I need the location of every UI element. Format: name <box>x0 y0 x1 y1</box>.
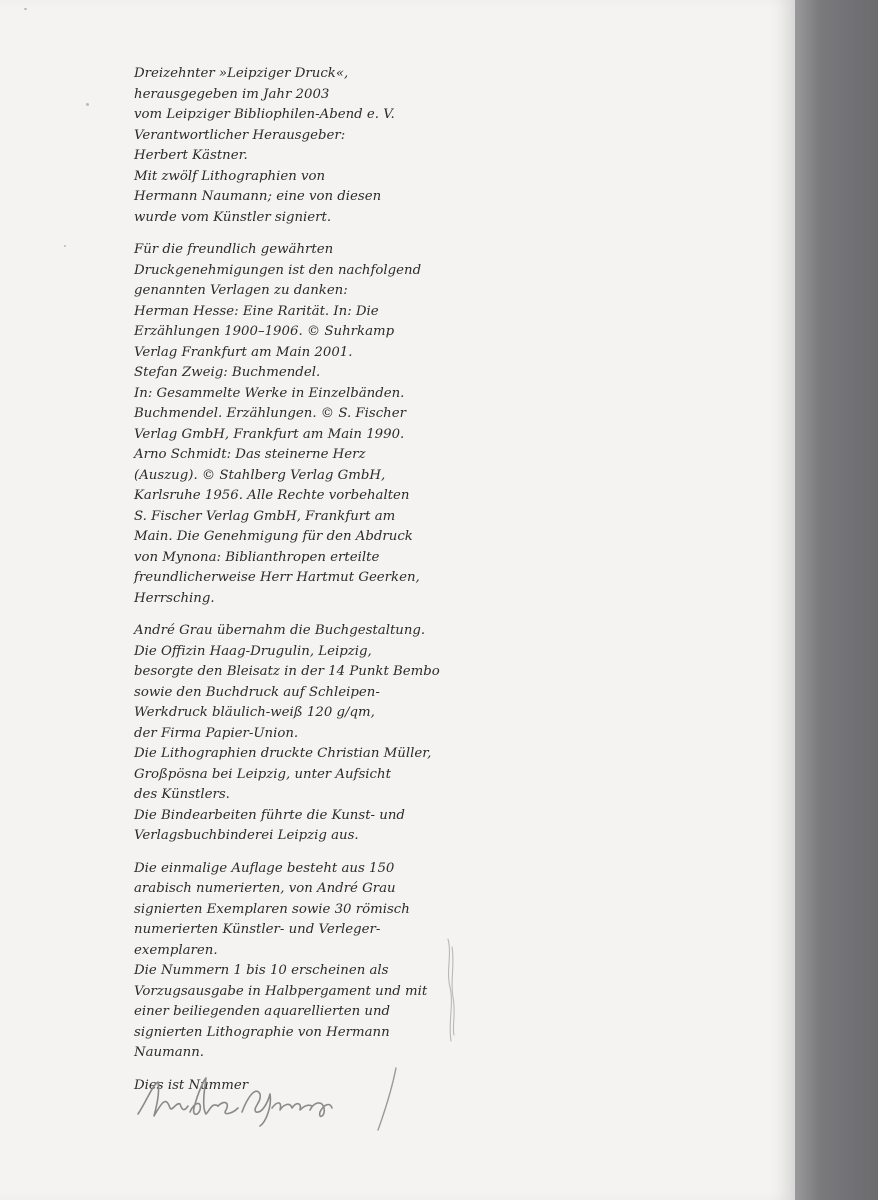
paper-speck <box>24 8 27 10</box>
colophon-line: besorgte den Bleisatz in der 14 Punkt Bembo <box>134 664 440 679</box>
colophon-line: (Auszug). © Stahlberg Verlag GmbH, <box>134 467 386 483</box>
colophon-line: André Grau übernahm die Buchgestaltung. <box>134 623 426 638</box>
colophon-line: des Künstlers. <box>134 787 230 802</box>
colophon-line: Die Offizin Haag-Drugulin, Leipzig, <box>134 643 372 659</box>
colophon-line: Vorzugsausgabe in Halbpergament und mit <box>134 983 428 999</box>
colophon-line: Die Lithographien druckte Christian Müller, <box>134 746 432 761</box>
handwritten-signature <box>132 1072 402 1132</box>
colophon-line: Main. Die Genehmigung für den Abdruck <box>134 529 413 544</box>
pencil-scribble-mark <box>438 935 464 1045</box>
colophon-line: Großpösna bei Leipzig, unter Aufsicht <box>134 766 391 782</box>
colophon-line: Naumann. <box>134 1045 205 1060</box>
colophon-line: arabisch numerierten, von André Grau <box>134 881 396 896</box>
colophon-line: Herbert Kästner. <box>134 148 248 163</box>
colophon-paragraph-permissions <box>134 240 434 609</box>
colophon-line: genannten Verlagen zu danken: <box>134 283 348 298</box>
colophon-line: Verlagsbuchbinderei Leipzig aus. <box>134 828 359 843</box>
colophon-line: wurde vom Künstler signiert. <box>134 209 332 225</box>
paper-speck <box>86 103 89 106</box>
colophon-line: signierten Exemplaren sowie 30 römisch <box>134 901 410 917</box>
colophon-line: Stefan Zweig: Buchmendel. <box>134 365 321 380</box>
colophon-paragraph-production <box>134 621 440 847</box>
colophon-line: S. Fischer Verlag GmbH, Frankfurt am <box>134 508 396 524</box>
colophon-line: sowie den Buchdruck auf Schleipen- <box>134 684 380 700</box>
colophon-line: der Firma Papier-Union. <box>134 725 299 741</box>
colophon-line: Druckgenehmigungen ist den nachfolgend <box>134 262 422 278</box>
colophon-line: herausgegeben im Jahr 2003 <box>134 86 330 102</box>
colophon-line: Verantwortlicher Herausgeber: <box>134 127 346 143</box>
colophon-line: Die Bindearbeiten führte die Kunst- und <box>134 807 405 823</box>
colophon-line: Werkdruck bläulich-weiß 120 g/qm, <box>134 705 375 720</box>
adjacent-page-edge <box>795 0 878 1200</box>
colophon-line: Buchmendel. Erzählungen. © S. Fischer <box>134 406 406 421</box>
colophon-line: Herrsching. <box>134 590 215 606</box>
colophon-line: Für die freundlich gewährten <box>134 242 334 257</box>
colophon-paragraph-print-run <box>134 859 434 1064</box>
colophon-line: Hermann Naumann; eine von diesen <box>134 189 382 204</box>
signature-pen-stroke <box>372 1064 402 1134</box>
colophon-line: Dies ist Nummer <box>134 1077 249 1093</box>
colophon-line: numerierten Künstler- und Verleger- <box>134 922 381 937</box>
colophon-line: signierten Lithographie von Hermann <box>134 1024 390 1040</box>
colophon-line: vom Leipziger Bibliophilen-Abend e. V. <box>134 107 395 122</box>
colophon-line: Arno Schmidt: Das steinerne Herz <box>134 447 366 462</box>
paper-speck <box>64 245 66 247</box>
colophon-line: In: Gesammelte Werke in Einzelbänden. <box>134 385 405 401</box>
colophon-line: Verlag Frankfurt am Main 2001. <box>134 344 353 360</box>
colophon-line: von Mynona: Biblianthropen erteilte <box>134 549 380 565</box>
colophon-line: Die Nummern 1 bis 10 erscheinen als <box>134 963 389 978</box>
colophon-line: freundlicherweise Herr Hartmut Geerken, <box>134 570 420 585</box>
colophon-text <box>134 64 440 1108</box>
colophon-line: Die einmalige Auflage besteht aus 150 <box>134 860 395 876</box>
colophon-line: Mit zwölf Lithographien von <box>134 168 326 184</box>
colophon-line: Dreizehnter »Leipziger Druck«, <box>134 66 349 81</box>
colophon-line: einer beiliegenden aquarellierten und <box>134 1004 391 1019</box>
colophon-line: Erzählungen 1900–1906. © Suhrkamp <box>134 324 395 339</box>
colophon-line: exemplaren. <box>134 942 218 958</box>
colophon-line: Karlsruhe 1956. Alle Rechte vorbehalten <box>134 488 410 503</box>
colophon-line: Herman Hesse: Eine Rarität. In: Die <box>134 303 379 319</box>
colophon-line: Verlag GmbH, Frankfurt am Main 1990. <box>134 426 405 442</box>
colophon-paragraph-edition <box>134 64 434 228</box>
